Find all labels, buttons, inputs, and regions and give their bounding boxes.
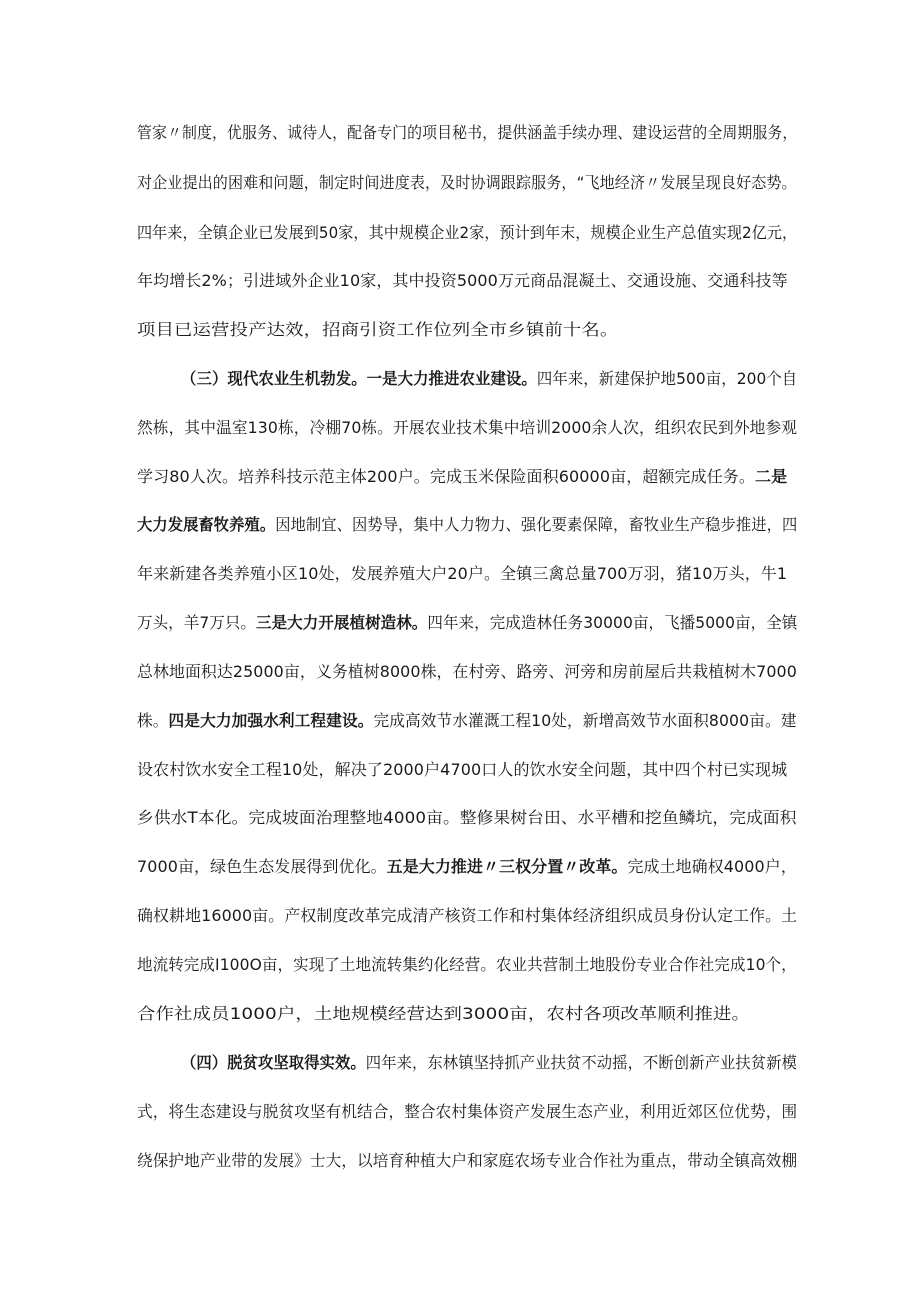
text-line: [137, 808, 797, 828]
text-segment: 合作社成员1000户，土地规模经营达到3000亩，农村各项改革顺利推进。: [137, 1004, 751, 1023]
text-line: [137, 515, 797, 535]
section-heading-line: [181, 1053, 797, 1073]
text-segment: 四年来，新建保护地500亩，200个自: [536, 369, 798, 388]
text-segment: 管家〃制度，优服务、诚待人，配备专门的项目秘书，提供涵盖手续办理、建设运营的全周期服务，: [137, 123, 798, 142]
text-segment: 年均增长2%；引进域外企业10家，其中投资5000万元商品混凝土、交通设施、交通科技等: [137, 271, 788, 290]
text-line: [137, 857, 797, 877]
text-segment: 绕保护地产业带的发展》士大，以培育种植大户和家庭农场专业合作社为重点，带动全镇高效棚: [137, 1151, 798, 1170]
text-line: [137, 173, 797, 193]
text-segment: 总林地面积达25000亩，义务植树8000株，在村旁、路旁、河旁和房前屋后共栽植树木7000: [137, 662, 797, 681]
text-segment: 式，将生态建设与脱贫攻坚有机结合，整合农村集体资产发展生态产业，利用近郊区位优势，围: [137, 1102, 798, 1121]
text-segment: 四年来，全镇企业已发展到50家，其中规模企业2家，预计到年末，规模企业生产总值实现2亿元，: [137, 223, 798, 242]
bold-phrase: 大力发展畜牧养殖。: [137, 515, 276, 534]
text-segment: 确权耕地16000亩。产权制度改革完成清产核资工作和村集体经济组织成员身份认定工作。土: [137, 906, 798, 925]
text-line: [137, 271, 788, 291]
text-line: [137, 906, 797, 926]
text-segment: 万头，羊7万只。: [137, 613, 257, 632]
text-segment: 然栋，其中温室130栋，冷棚70栋。开展农业技术集中培训2000余人次，组织农民到外地参观: [137, 418, 798, 437]
bold-phrase: 三是大力开展植树造林。: [256, 613, 428, 632]
text-line: [137, 1004, 750, 1024]
text-segment: 对企业提出的困难和问题，制定时间进度表，及时协调跟踪服务，“飞地经济〃发展呈现良好态势。: [137, 173, 797, 192]
text-segment: 项目已运营投产达效，招商引资工作位列全市乡镇前十名。: [137, 320, 619, 339]
text-line: [137, 760, 787, 780]
section-heading-bold: （四）脱贫攻坚取得实效。: [181, 1053, 366, 1072]
text-line: [137, 711, 796, 731]
text-segment: 完成高效节水灌溉工程10处，新增高效节水面积8000亩。建: [373, 711, 797, 730]
bold-phrase: 二是: [755, 467, 788, 486]
text-line: [137, 613, 797, 633]
text-segment: 四年来，完成造林任务30000亩，飞播5000亩，全镇: [427, 613, 798, 632]
section-heading-line: [181, 369, 797, 389]
text-segment: 株。: [137, 711, 169, 730]
text-line: [137, 955, 797, 975]
text-line: [137, 1151, 797, 1171]
text-segment: 完成土地确权4000户，: [627, 857, 797, 876]
text-segment: 7000亩，绿色生态发展得到优化。: [137, 857, 387, 876]
text-line: [137, 223, 797, 243]
text-segment: 因地制宜、因势导，集中人力物力、强化要素保障，畜牧业生产稳步推进，四: [275, 515, 798, 534]
text-segment: 四年来，东林镇坚持抓产业扶贫不动摇，不断创新产业扶贫新模: [365, 1053, 798, 1072]
section-heading-bold: （三）现代农业生机勃发。一是大力推进农业建设。: [181, 369, 537, 388]
text-line: [137, 564, 787, 584]
text-line: [137, 418, 797, 438]
text-segment: 设农村饮水安全工程10处，解决了2000户4700口人的饮水安全问题，其中四个村已实现城: [137, 760, 788, 779]
text-segment: 地流转完成I100O亩，实现了土地流转集约化经营。农业共营制土地股份专业合作社完成10个，: [137, 955, 797, 974]
text-line: [137, 1102, 797, 1122]
text-segment: 学习80人次。培养科技示范主体200户。完成玉米保险面积60000亩，超额完成任务。: [137, 467, 755, 486]
bold-phrase: 四是大力加强水利工程建设。: [168, 711, 374, 730]
text-segment: 年来新建各类养殖小区10处，发展养殖大户20户。全镇三禽总量700万羽，猪10万头，牛1: [137, 564, 788, 583]
text-line: [137, 123, 797, 143]
text-line: [137, 662, 797, 682]
text-line: [137, 467, 787, 487]
text-segment: 乡供水T本化。完成坡面治理整地4000亩。整修果树台田、水平槽和挖鱼鳞坑，完成面积: [137, 808, 797, 827]
text-line: [137, 320, 618, 340]
bold-phrase: 五是大力推进〃三权分置〃改革。: [386, 857, 628, 876]
